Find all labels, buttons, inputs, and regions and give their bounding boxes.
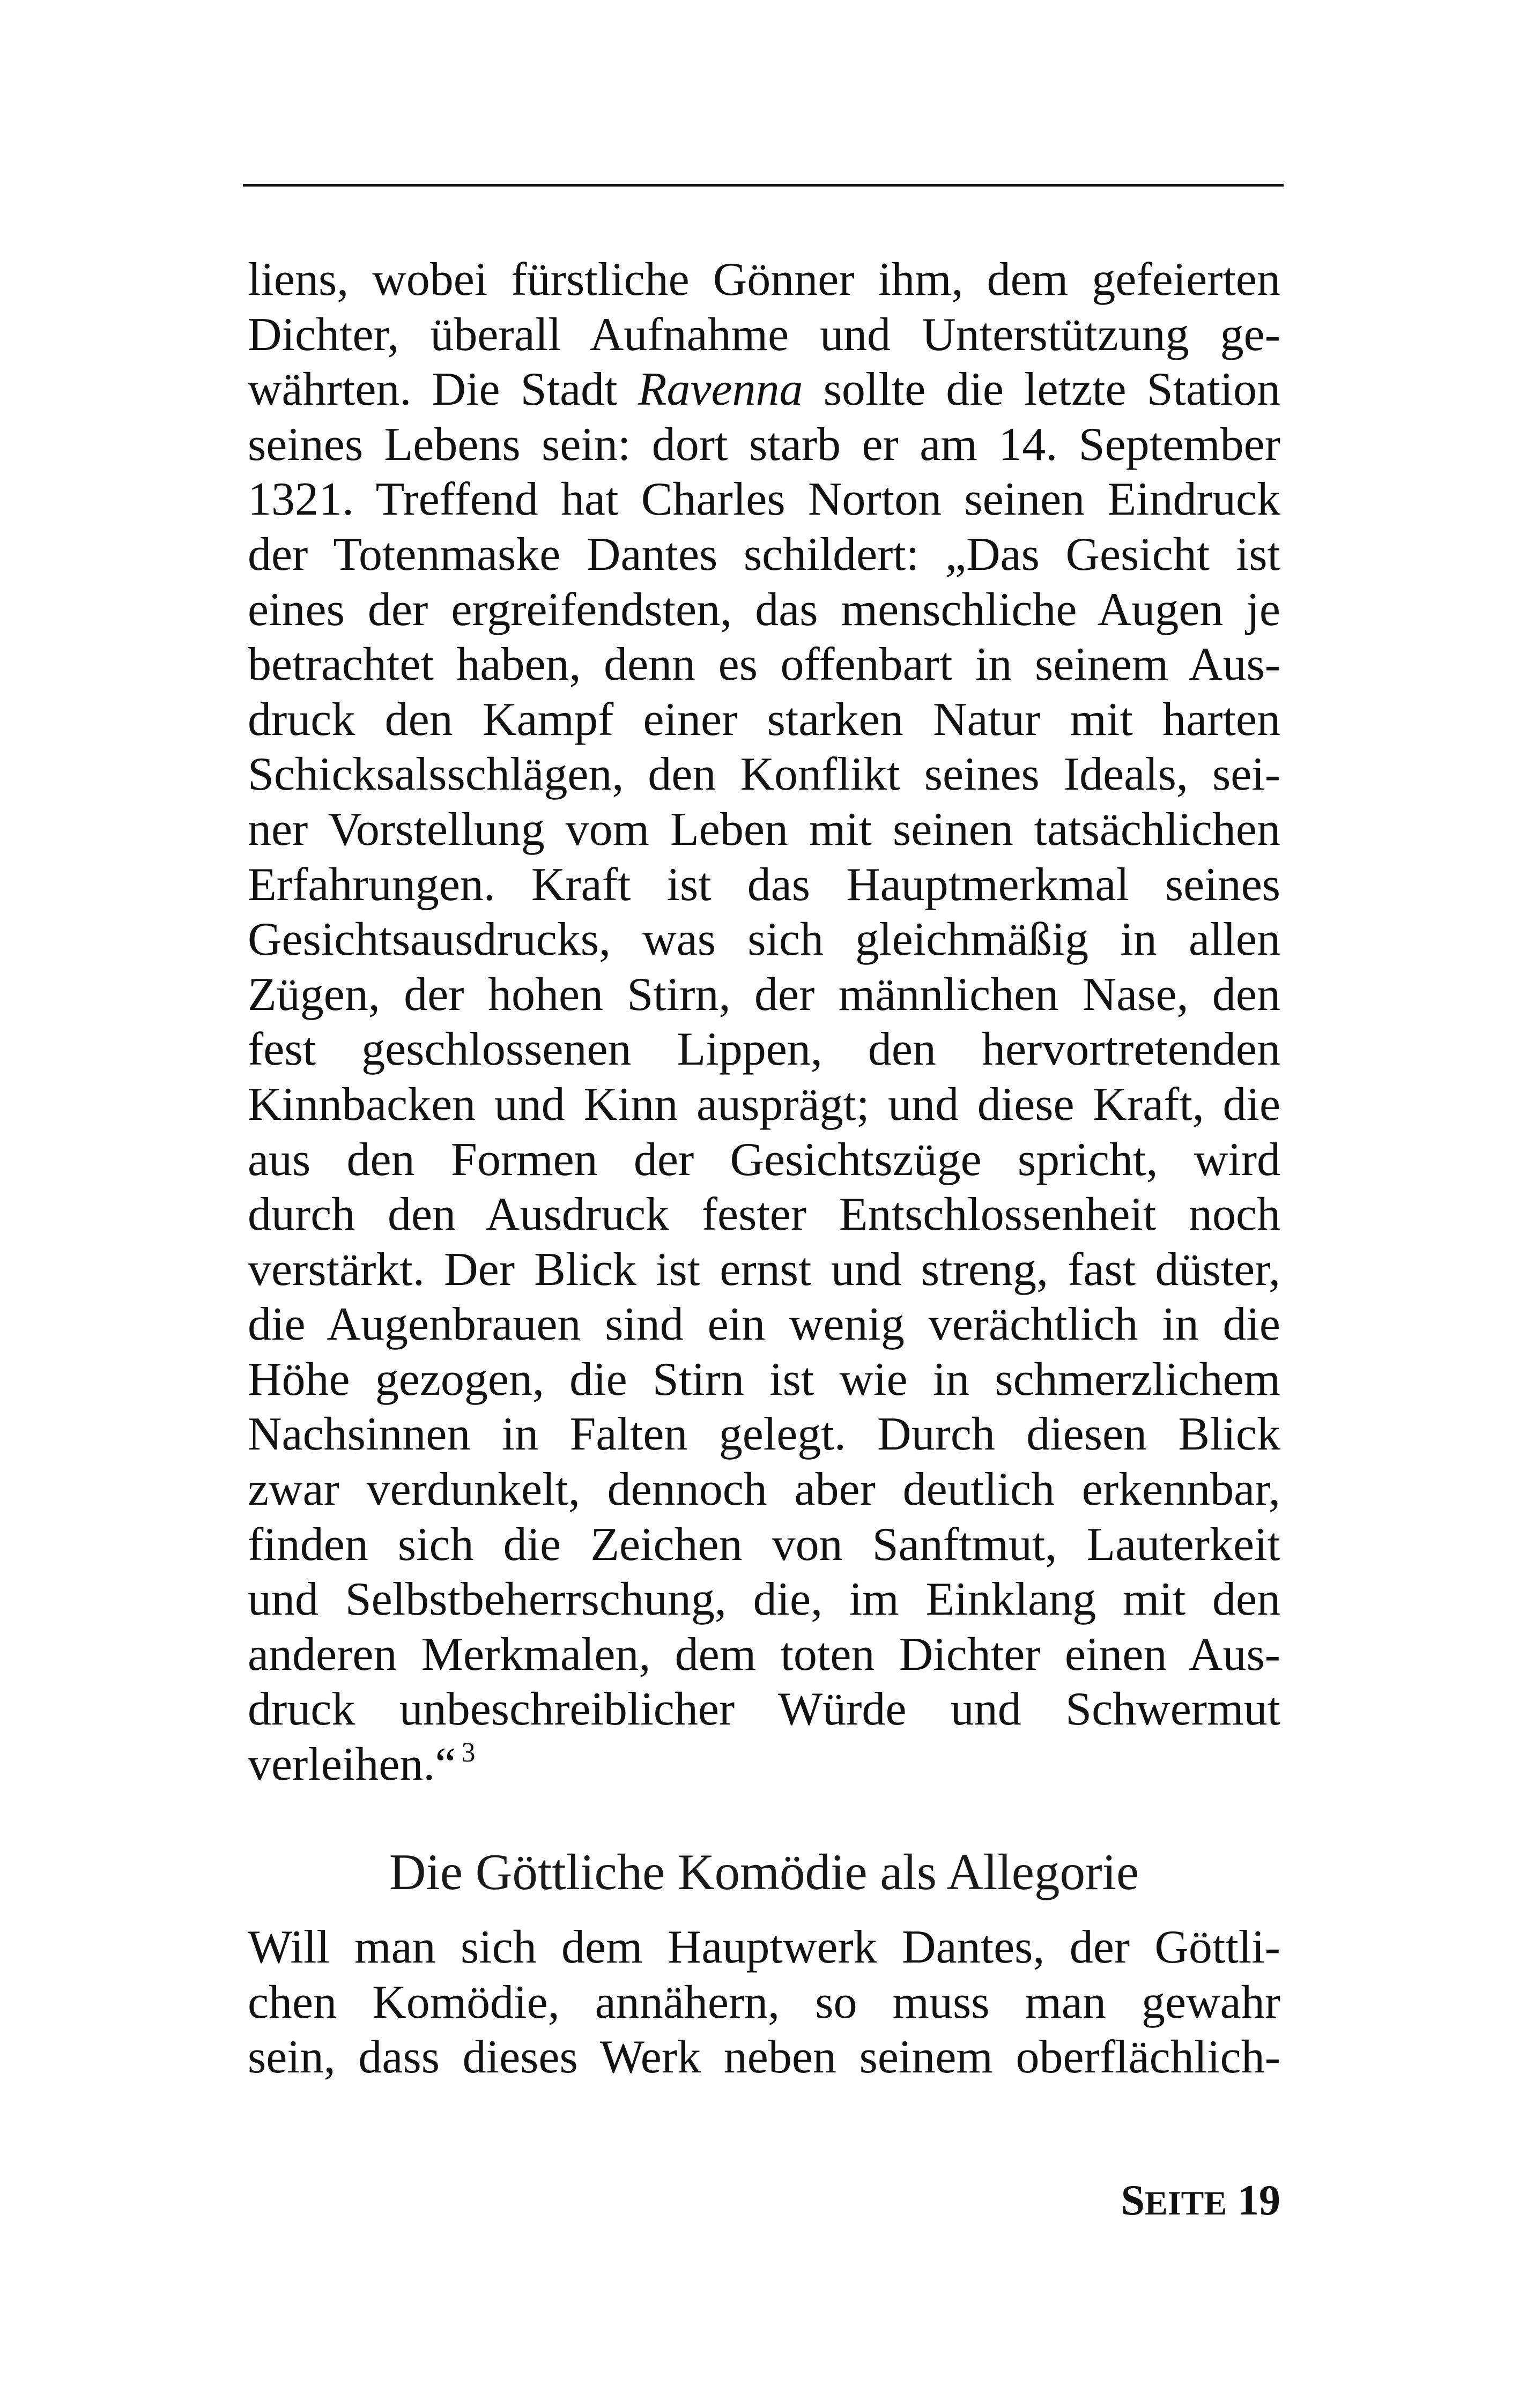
paragraph	[248, 1920, 1280, 2085]
text-line: Will man sich dem Hauptwerk Dantes, der Göttli-	[248, 1921, 1280, 1973]
italic-place-name: Ravenna	[638, 363, 803, 416]
page-number: 19	[1238, 2177, 1280, 2224]
text-line: verstärkt. Der Blick ist ernst und streng, fast düster,	[248, 1243, 1280, 1296]
text-line: Schicksalsschlägen, den Konflikt seines Ideals, sei-	[248, 748, 1280, 801]
text-line: betrachtet haben, denn es offenbart in seinem Aus-	[248, 638, 1280, 691]
section-heading: Die Göttliche Komödie als Allegorie	[389, 1844, 1139, 1900]
text-line: die Augenbrauen sind ein wenig verächtlich in die	[248, 1298, 1280, 1351]
text-line: Erfahrungen. Kraft ist das Hauptmerkmal seines	[248, 858, 1280, 911]
header-rule	[243, 184, 1284, 187]
text-line: aus den Formen der Gesichtszüge spricht, wird	[248, 1133, 1280, 1186]
text-line: seines Lebens sein: dort starb er am 14. September	[248, 418, 1280, 471]
text-line	[248, 362, 1280, 418]
text-line: ner Vorstellung vom Leben mit seinen tatsächlichen	[248, 803, 1280, 856]
text-line: anderen Merkmalen, dem toten Dichter einen Aus-	[248, 1628, 1280, 1681]
text-line: Zügen, der hohen Stirn, der männlichen Nase, den	[248, 968, 1280, 1021]
text-line: liens, wobei fürstliche Gönner ihm, dem gefeierten	[248, 254, 1280, 306]
text-line: chen Komödie, annähern, so muss man gewahr	[248, 1976, 1280, 2028]
text-line: zwar verdunkelt, dennoch aber deutlich erkennbar,	[248, 1463, 1280, 1516]
text-line: 1321. Treffend hat Charles Norton seinen Eindruck	[248, 473, 1280, 526]
text-line-segment: verleihen.“	[248, 1738, 456, 1791]
text-line	[248, 1737, 1280, 1793]
text-line: durch den Ausdruck fester Entschlossenheit noch	[248, 1188, 1280, 1241]
page-footer	[1121, 2176, 1280, 2227]
text-line-segment: sollte die letzte Station	[803, 363, 1280, 416]
text-line: Gesichtsausdrucks, was sich gleichmäßig in allen	[248, 913, 1280, 966]
text-line: Dichter, überall Aufnahme und Unterstützung ge-	[248, 308, 1280, 361]
text-line: fest geschlossenen Lippen, den hervortretenden	[248, 1023, 1280, 1076]
text-line: der Totenmaske Dantes schildert: „Das Gesicht ist	[248, 528, 1280, 581]
text-line: finden sich die Zeichen von Sanftmut, Lauterkeit	[248, 1518, 1280, 1571]
text-line: druck den Kampf einer starken Natur mit harten	[248, 693, 1280, 746]
text-line: Nachsinnen in Falten gelegt. Durch diesen Blick	[248, 1408, 1280, 1461]
text-line: Höhe gezogen, die Stirn ist wie in schmerzlichem	[248, 1353, 1280, 1406]
page-label: SEITE	[1121, 2177, 1227, 2224]
text-line: Kinnbacken und Kinn ausprägt; und diese Kraft, die	[248, 1078, 1280, 1131]
text-line: und Selbstbeherrschung, die, im Einklang mit den	[248, 1573, 1280, 1626]
text-line: druck unbeschreiblicher Würde und Schwermut	[248, 1683, 1280, 1736]
text-line: sein, dass dieses Werk neben seinem oberflächlich-	[248, 2031, 1280, 2084]
paragraph	[248, 252, 1280, 1793]
text-line-segment: währten. Die Stadt	[248, 363, 638, 416]
text-line: eines der ergreifendsten, das menschliche Augen je	[248, 583, 1280, 636]
footnote-reference: 3	[461, 1737, 476, 1768]
